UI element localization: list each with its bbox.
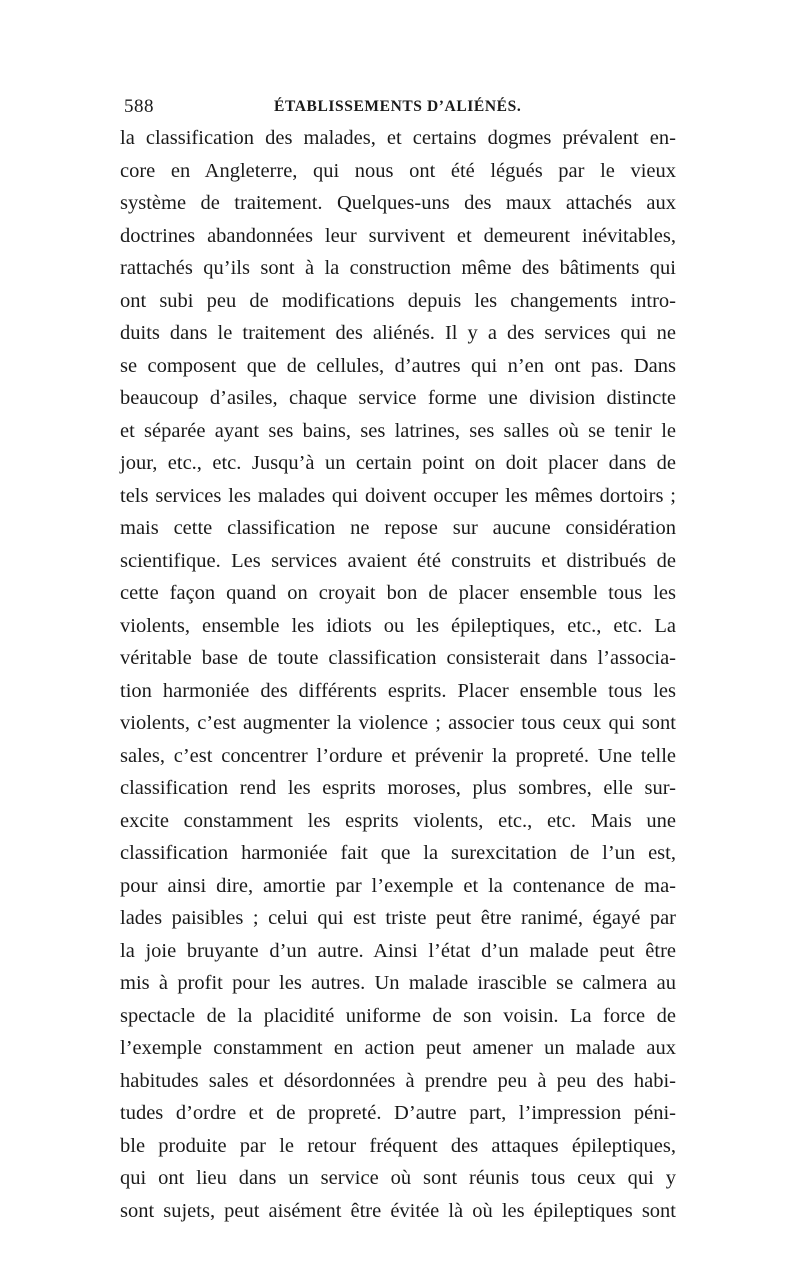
text-line: tion harmoniée des différents esprits. Placer ensemble tous les bbox=[120, 679, 676, 702]
text-line: véritable base de toute classification consisterait dans l’associa- bbox=[120, 647, 676, 669]
text-line: duits dans le traitement des aliénés. Il y a des services qui ne bbox=[120, 322, 676, 344]
text-line: scientifique. Les services avaient été construits et distribués de bbox=[120, 549, 676, 572]
text-line: beaucoup d’asiles, chaque service forme une division distincte bbox=[120, 387, 676, 409]
text-line: système de traitement. Quelques-uns des maux attachés aux bbox=[120, 192, 676, 214]
text-line: cette façon quand on croyait bon de placer ensemble tous les bbox=[120, 582, 676, 604]
running-head bbox=[120, 92, 676, 122]
book-page bbox=[120, 92, 676, 1227]
text-line: mis à profit pour les autres. Un malade irascible se calmera au bbox=[120, 972, 676, 994]
text-line: la joie bruyante d’un autre. Ainsi l’état d’un malade peut être bbox=[120, 939, 676, 962]
text-line: tudes d’ordre et de propreté. D’autre part, l’impression péni- bbox=[120, 1102, 676, 1124]
text-line: jour, etc., etc. Jusqu’à un certain point on doit placer dans de bbox=[120, 452, 676, 474]
text-line: tels services les malades qui doivent occuper les mêmes dortoirs ; bbox=[120, 484, 676, 507]
body-paragraph bbox=[120, 122, 676, 1227]
text-line: sont sujets, peut aisément être évitée là où les épileptiques sont bbox=[120, 1199, 676, 1222]
text-line: mais cette classification ne repose sur aucune considération bbox=[120, 517, 676, 539]
running-title: ÉTABLISSEMENTS D’ALIÉNÉS. bbox=[274, 98, 522, 115]
text-line: ont subi peu de modifications depuis les changements intro- bbox=[120, 289, 676, 312]
text-line: l’exemple constamment en action peut amener un malade aux bbox=[120, 1037, 676, 1059]
text-line: et séparée ayant ses bains, ses latrines, ses salles où se tenir le bbox=[120, 419, 676, 442]
page-number: 588 bbox=[124, 96, 154, 117]
text-line: violents, c’est augmenter la violence ; associer tous ceux qui sont bbox=[120, 712, 676, 734]
text-line: pour ainsi dire, amortie par l’exemple et la contenance de ma- bbox=[120, 874, 676, 897]
text-line: spectacle de la placidité uniforme de son voisin. La force de bbox=[120, 1004, 676, 1027]
text-line: la classification des malades, et certains dogmes prévalent en- bbox=[120, 127, 676, 149]
text-line: qui ont lieu dans un service où sont réunis tous ceux qui y bbox=[120, 1167, 676, 1189]
text-line: sales, c’est concentrer l’ordure et prévenir la propreté. Une telle bbox=[120, 744, 676, 767]
text-line: lades paisibles ; celui qui est triste peut être ranimé, égayé par bbox=[120, 907, 676, 929]
text-line: violents, ensemble les idiots ou les épileptiques, etc., etc. La bbox=[120, 614, 676, 637]
text-line: habitudes sales et désordonnées à prendre peu à peu des habi- bbox=[120, 1069, 676, 1092]
text-line: classification rend les esprits moroses, plus sombres, elle sur- bbox=[120, 777, 676, 799]
text-line: rattachés qu’ils sont à la construction même des bâtiments qui bbox=[120, 257, 676, 279]
text-line: classification harmoniée fait que la surexcitation de l’un est, bbox=[120, 842, 676, 864]
text-line: se composent que de cellules, d’autres qui n’en ont pas. Dans bbox=[120, 354, 676, 377]
text-line: excite constamment les esprits violents, etc., etc. Mais une bbox=[120, 809, 676, 832]
text-line: ble produite par le retour fréquent des attaques épileptiques, bbox=[120, 1134, 676, 1157]
text-line: core en Angleterre, qui nous ont été légués par le vieux bbox=[120, 159, 676, 182]
text-line: doctrines abandonnées leur survivent et demeurent inévitables, bbox=[120, 224, 676, 247]
